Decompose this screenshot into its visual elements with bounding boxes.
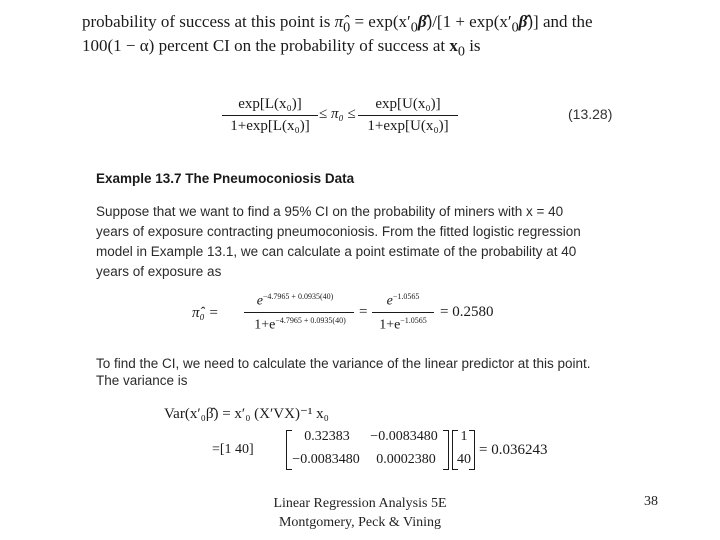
matrix-cell: −0.0083480 [292, 452, 360, 467]
beta-hat-symbol: β̂ [417, 12, 427, 31]
paragraph-line: years of exposure as [96, 264, 222, 279]
pihat-lhs: π̂₀ = [192, 305, 219, 321]
example-paragraph-1 [96, 202, 581, 282]
pi-hat-symbol: π̂ [334, 12, 344, 31]
paragraph-line: years of exposure contracting pneumoconiosis. From the fitted logistic regression [96, 224, 581, 239]
subscript: 0 [410, 19, 418, 36]
paragraph-line: model in Example 13.1, we can calculate a point estimate of the probability at 40 [96, 244, 577, 259]
variance-result: = 0.036243 [479, 442, 548, 458]
variance-line-1: Var(x′₀β̂) = x′₀ (X′VX)⁻¹ x₀ [164, 406, 329, 422]
row-vector: =[1 40] [212, 442, 254, 457]
eq-left-denominator: 1+exp[L(x₀)] [230, 118, 310, 134]
vector-cell: 1 [460, 429, 468, 444]
equation-number: (13.28) [568, 106, 613, 122]
pihat-result: = 0.2580 [440, 304, 494, 320]
fraction-bar [222, 115, 318, 116]
paragraph-line: The variance is [96, 373, 188, 388]
eq-right-numerator: exp[U(x₀)] [375, 96, 441, 112]
fraction-bar [358, 115, 458, 116]
matrix-right-bracket [443, 430, 449, 470]
intro-formula: )/[1 + exp(x′ [426, 12, 512, 31]
intro-text: probability of success at this point is [82, 12, 331, 31]
footer-line-2: Montgomery, Peck & Vining [278, 515, 442, 530]
pihat-den-2: $1+e^{-1.0565}$ [379, 316, 427, 333]
fraction-bar [244, 312, 354, 313]
paragraph-line: To find the CI, we need to calculate the variance of the linear predictor at this point. [96, 356, 591, 371]
example-heading: Example 13.7 The Pneumoconiosis Data [96, 171, 355, 186]
subscript: 0 [343, 19, 351, 36]
vector-cell: 40 [457, 452, 471, 467]
footer-line-1: Linear Regression Analysis 5E [273, 496, 447, 511]
beta-hat-symbol: β̂ [518, 12, 528, 31]
intro-text: 100(1 − α) percent CI on the probability of success at [82, 36, 446, 55]
matrix-cell: 0.32383 [304, 429, 350, 444]
intro-line-1 [82, 12, 593, 36]
subscript: 0 [511, 19, 519, 36]
pihat-equals: = [359, 304, 368, 320]
matrix-cell: 0.0002380 [376, 452, 436, 467]
paragraph-line: Suppose that we want to find a 95% CI on the probability of miners with x = 40 [96, 204, 564, 219]
fraction-bar [372, 312, 434, 313]
eq-middle: ≤ π₀ ≤ [319, 106, 356, 122]
eq-right-denominator: 1+exp[U(x₀)] [367, 118, 449, 134]
matrix-cell: −0.0083480 [370, 429, 438, 444]
intro-formula: = exp(x′ [354, 12, 411, 31]
intro-text: is [469, 36, 481, 55]
pihat-num-2: $e^{-1.0565}$ [386, 292, 420, 309]
subscript: 0 [457, 43, 465, 60]
pihat-num-1: $e^{-4.7965 + 0.0935(40)}$ [256, 292, 334, 309]
footer-citation [260, 494, 460, 532]
example-paragraph-2 [96, 355, 591, 389]
intro-text: )] and the [527, 12, 593, 31]
page-number: 38 [644, 494, 658, 509]
eq-left-numerator: exp[L(x₀)] [238, 96, 302, 112]
intro-line-2 [82, 36, 481, 60]
pihat-den-1: $1+e^{-4.7965 + 0.0935(40)}$ [254, 316, 346, 333]
x-bold: x [449, 36, 458, 55]
